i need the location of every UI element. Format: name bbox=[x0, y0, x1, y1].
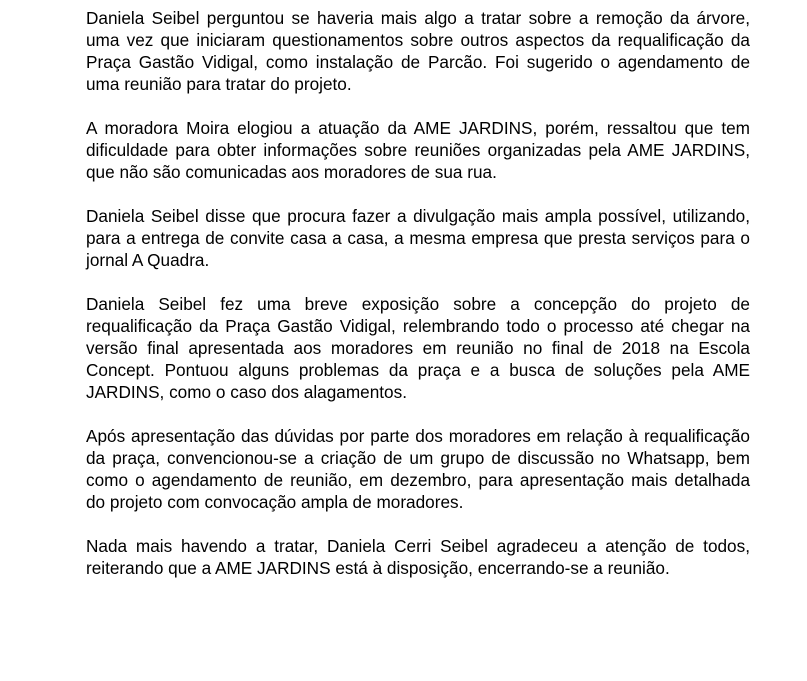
paragraph-resident-moira: A moradora Moira elogiou a atuação da AME JARDINS, porém, ressaltou que tem dificuldade para obter informações sobre reuniões organizadas pela AME JARDINS, que não são comunicadas aos moradores de sua rua. bbox=[86, 118, 750, 182]
paragraph-project-exposition: Daniela Seibel fez uma breve exposição sobre a concepção do projeto de requalificação da Praça Gastão Vidigal, relembrando todo o processo até chegar na versão final apresentada aos moradores em reunião no final de 2018 na Escola Concept. Pontuou alguns problemas da praça e a busca de soluções pela AME JARDINS, como o caso dos alagamentos. bbox=[86, 294, 750, 402]
document-body bbox=[86, 7, 750, 601]
paragraph-tree-removal: Daniela Seibel perguntou se haveria mais algo a tratar sobre a remoção da árvore, uma vez que iniciaram questionamentos sobre outros aspectos da requalificação da Praça Gastão Vidigal, como instalação de Parcão. Foi sugerido o agendamento de uma reunião para tratar do projeto. bbox=[86, 8, 750, 94]
paragraph-closing: Nada mais havendo a tratar, Daniela Cerri Seibel agradeceu a atenção de todos, reiterando que a AME JARDINS está à disposição, encerrando-se a reunião. bbox=[86, 536, 750, 578]
paragraph-divulgation: Daniela Seibel disse que procura fazer a divulgação mais ampla possível, utilizando, para a entrega de convite casa a casa, a mesma empresa que presta serviços para o jornal A Quadra. bbox=[86, 206, 750, 270]
paragraph-whatsapp-group: Após apresentação das dúvidas por parte dos moradores em relação à requalificação da praça, convencionou-se a criação de um grupo de discussão no Whatsapp, bem como o agendamento de reunião, em dezembro, para apresentação mais detalhada do projeto com convocação ampla de moradores. bbox=[86, 426, 750, 512]
